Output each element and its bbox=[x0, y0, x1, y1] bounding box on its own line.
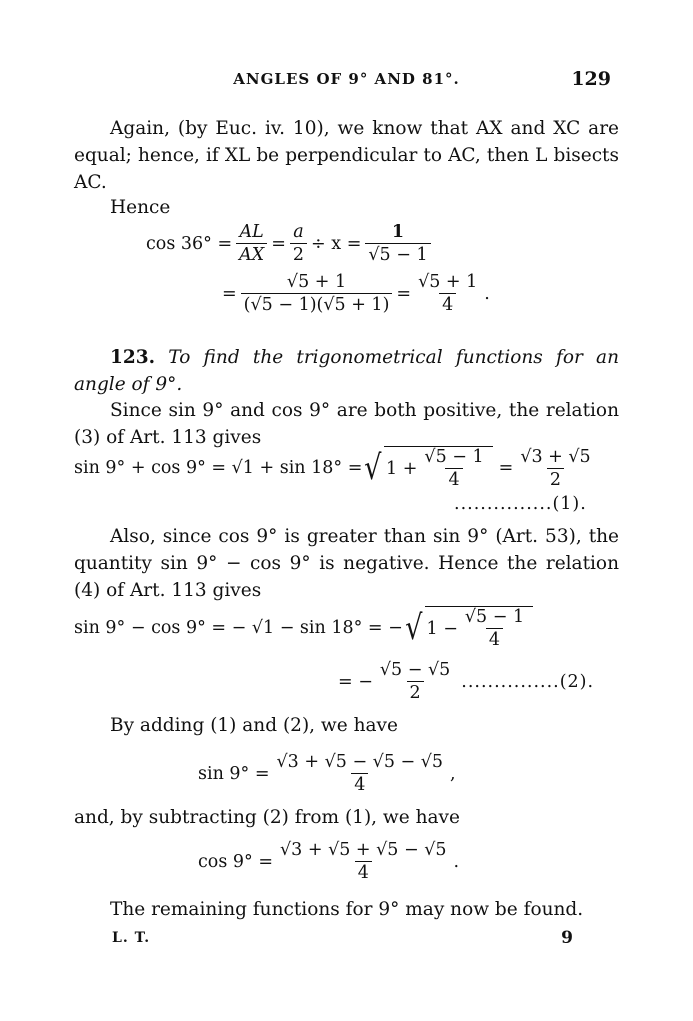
paragraph-since: Since sin 9° and cos 9° are both positive, the relation (3) of Art. 113 gives bbox=[74, 400, 619, 448]
hence-label: Hence bbox=[110, 197, 171, 218]
equation-cos36-line1: cos 36° = $\frac{AL}{AX}$ = $\frac{a}{2}$ ÷ x = $\frac{1}{√5 - 1}$ bbox=[146, 222, 435, 265]
radicand: 1 + $\frac{√5 - 1}{4}$ bbox=[384, 446, 493, 490]
paragraph-subtracting: and, by subtracting (2) from (1), we have bbox=[74, 807, 460, 828]
equation-tag-2: ...............(2). bbox=[461, 671, 595, 692]
equation-tag-1: ...............(1). bbox=[454, 494, 587, 514]
article-number: 123. bbox=[110, 347, 156, 368]
equation-diff-line2: = − $\frac{√5 - √5}{2}$ ...............(2). bbox=[338, 660, 595, 703]
page-number: 129 bbox=[571, 68, 611, 90]
sheet-number: 9 bbox=[561, 928, 573, 948]
printer-signature: L. T. bbox=[112, 930, 151, 946]
paragraph-remaining: The remaining functions for 9° may now be found. bbox=[110, 899, 584, 920]
running-title: ANGLES OF 9° AND 81°. bbox=[233, 70, 460, 88]
equation-diff-line1: sin 9° − cos 9° = − √1 − sin 18° = − √ 1 − $\frac{√5 - 1}{4}$ bbox=[74, 606, 533, 650]
article-123-heading bbox=[74, 344, 619, 398]
paragraph-euclid: Again, (by Euc. iv. 10), we know that AX and XC are equal; hence, if XL be perpendicular to AC, then L bisects AC. bbox=[74, 118, 619, 193]
fraction-rationalised: $\frac{√5 + 1}{(√5 - 1)(√5 + 1)}$ bbox=[241, 272, 393, 315]
radical-sign: √ bbox=[364, 448, 382, 488]
equation-cos9: cos 9° = $\frac{√3 + √5 + √5 - √5}{4}$ . bbox=[198, 840, 460, 883]
fraction-result: $\frac{√5 + 1}{4}$ bbox=[418, 272, 478, 315]
radical-sign: √ bbox=[404, 608, 423, 648]
article-title: To find the trigonometrical functions for an angle of 9°. bbox=[74, 347, 619, 395]
equation-sin9: sin 9° = $\frac{√3 + √5 - √5 - √5}{4}$ , bbox=[198, 752, 456, 795]
fraction-al-ax: $\frac{AL}{AX}$ bbox=[236, 222, 267, 265]
paragraph-adding: By adding (1) and (2), we have bbox=[110, 715, 398, 736]
fraction-1-root5-minus-1: $\frac{1}{√5 - 1}$ bbox=[365, 222, 430, 265]
fraction-a-2: $\frac{a}{2}$ bbox=[290, 222, 307, 265]
equation-sum-line: sin 9° + cos 9° = √1 + sin 18° = √ 1 + $\frac{√5 - 1}{4}$ = $\frac{√3 + √5}{2}$ bbox=[74, 446, 591, 490]
page-header bbox=[0, 70, 693, 94]
paragraph-also: Also, since cos 9° is greater than sin 9° (Art. 53), the quantity sin 9° − cos 9° is negative. Hence the relation (4) of Art. 113 gives bbox=[74, 526, 619, 601]
equation-cos36-line2: = $\frac{√5 + 1}{(√5 - 1)(√5 + 1)}$ = $\frac{√5 + 1}{4}$ . bbox=[222, 272, 490, 315]
eq-lhs: cos 36° = bbox=[146, 233, 233, 254]
radicand: 1 − $\frac{√5 - 1}{4}$ bbox=[425, 606, 534, 650]
